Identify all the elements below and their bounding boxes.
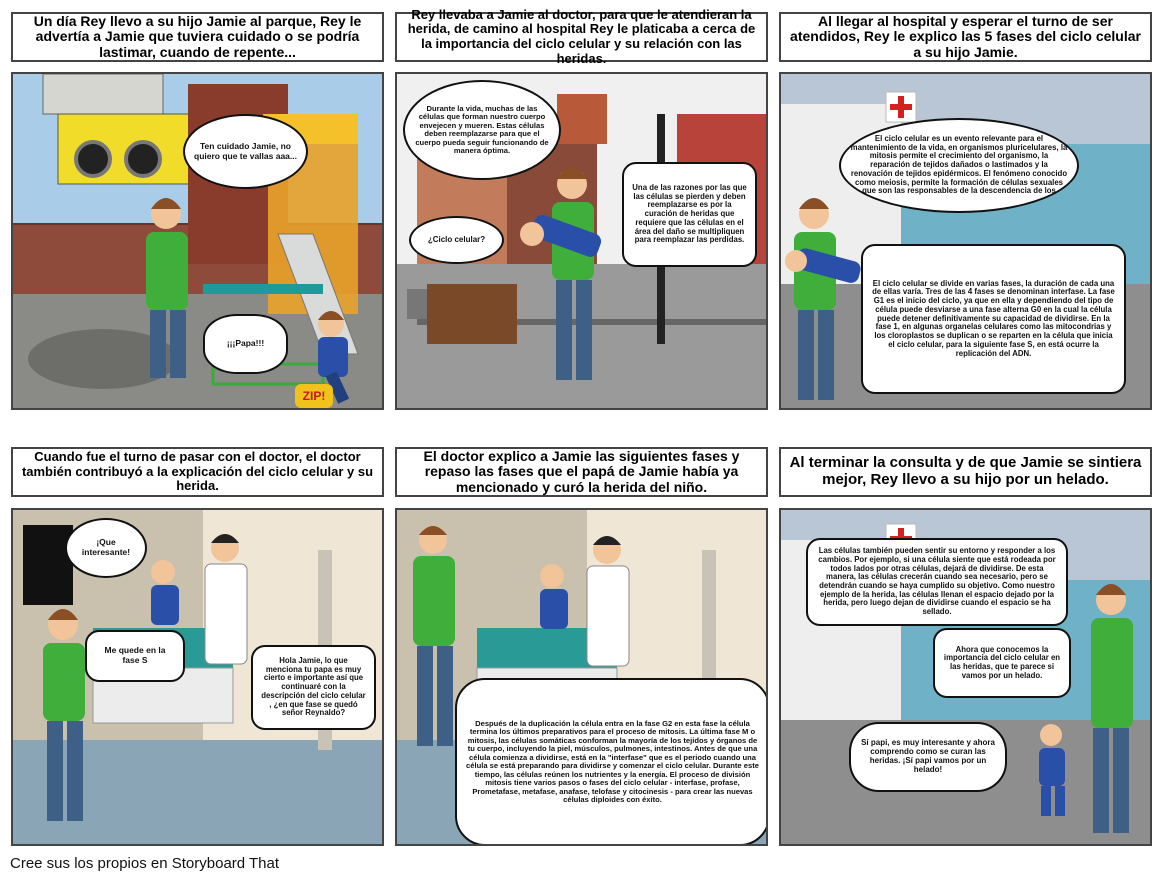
- panel-1-playground: [11, 72, 384, 410]
- bubble-g2: Después de la duplicación la célula entra en la fase G2 en esta fase la célula termina los últimos preparativos para el proceso de mitosis. La última fase M o mitosis, las células somáticas conforman la mayoría de los tejidos y órganos de tu cuerpo, incluyendo la piel, músculos, pulmones, intestinos. Antes de que una célula comienza a dividirse, está en la "interfase" que es el periodo cuando una célula se está preparando para dividirse y comenzar el ciclo celular. Durante este tiempo, las células reúnen los nutrientes y la energía. El proceso de división mitosis tiene varios pasos o fases del ciclo celular - interfase, profase, Prometafase, metafase, anafase, telofase y citocinesis - para crear las nuevas células diploides con éxito.: [455, 678, 768, 846]
- bubble-doctor: Hola Jamie, lo que menciona tu papa es muy cierto e importante así que continuaré con la descripción del ciclo celular , ¿en que fase se quedó señor Reynaldo?: [251, 645, 376, 730]
- kid-figure: [13, 74, 384, 410]
- caption-5: El doctor explico a Jamie las siguientes fases y repaso las fases que el papá de Jamie había ya mencionado y curó la herida del niño.: [395, 447, 768, 497]
- caption-1: Un día Rey llevo a su hijo Jamie al parque, Rey le advertía a Jamie que tuviera cuidado o se podría lastimar, cuando de repente...: [11, 12, 384, 62]
- caption-4: Cuando fue el turno de pasar con el doctor, el doctor también contribuyó a la explicación del ciclo celular y su herida.: [11, 447, 384, 497]
- bubble-sense: Las células también pueden sentir su entorno y responder a los cambios. Por ejemplo, si una célula siente que está rodeada por todos lados por otras células, dejará de dividirse. De esta manera, las células crecerán cuando sea necesario, pero se detendrán cuando se haya cumplido su objetivo. Como nuestro ejemplo de la herida, las células llenan el espacio dejado por la herida, pero luego dejan de dividirse cuando el espacio se ha sellado.: [806, 538, 1068, 626]
- bubble-warning: Ten cuidado Jamie, no quiero que te vallas aaa...: [183, 114, 308, 189]
- bubble-shout: ¡¡¡Papa!!!: [203, 314, 288, 374]
- bubble-question: ¿Ciclo celular?: [409, 216, 504, 264]
- bubble-bottom: El ciclo celular se divide en varias fases, la duración de cada una de ellas varía. Tres de las 4 fases se denominan interfase. La fase G1 es el inicio del ciclo, ya que en ella y dependiendo del tipo de célula puede desviarse a una fase alterna G0 en la cual la célula puede detener definitivamente su capacidad de dividirse. En la fase 1, en algunas organelas celulares como las mitocondrias y los cloroplastos se duplican o se reparten en la célula que inicia el ciclo celular, para la siguiente fase S, en está ocurre la replicación del ADN.: [861, 244, 1126, 394]
- bubble-life: Durante la vida, muchas de las células que forman nuestro cuerpo envejecen y mueren. Estas células deben reemplazarse para que el cuerpo pueda seguir funcionando de manera óptima.: [403, 80, 561, 180]
- caption-2: Rey llevaba a Jamie al doctor, para que le atendieran la herida, de camino al hospital Rey le platicaba a cerca de la importancia del ciclo celular y su relación con las heridas.: [395, 12, 768, 62]
- bubble-top: El ciclo celular es un evento relevante para el mantenimiento de la vida, en organismos pluricelulares, la mitosis permite el crecimiento del organismo, la reparación de tejidos dañados o lastimados y la renovación de tejidos epidérmicos. El fenómeno conocido como meiosis, permite la formación de células sexuales que son las responsables de la descendencia de los: [839, 118, 1079, 213]
- bubble-ask: Ahora que conocemos la importancia del ciclo celular en las heridas, que te parece si vamos por un helado.: [933, 628, 1071, 698]
- bubble-answer: Sí papi, es muy interesante y ahora comprendo como se curan las heridas. ¡Sí papi vamos por un helado!: [849, 722, 1007, 792]
- panel-6-exit: [779, 508, 1152, 846]
- panel-3-hospital: [779, 72, 1152, 410]
- panel-4-office: [11, 508, 384, 846]
- panel-2-street: [395, 72, 768, 410]
- bubble-reasons: Una de las razones por las que las células se pierden y deben reemplazarse es por la curación de heridas que requiere que las células en el área del daño se multipliquen para reemplazar las perdidas.: [622, 162, 757, 267]
- bubble-interesting: ¡Que interesante!: [65, 518, 147, 578]
- footer-credit[interactable]: Cree sus los propios en Storyboard That: [10, 855, 280, 872]
- caption-6: Al terminar la consulta y de que Jamie se sintiera mejor, Rey llevo a su hijo por un helado.: [779, 447, 1152, 497]
- caption-3: Al llegar al hospital y esperar el turno de ser atendidos, Rey le explico las 5 fases del ciclo celular a su hijo Jamie.: [779, 12, 1152, 62]
- bubble-phase: Me quede en la fase S: [85, 630, 185, 682]
- panel-5-office: [395, 508, 768, 846]
- sfx-zip: ZIP!: [295, 384, 333, 408]
